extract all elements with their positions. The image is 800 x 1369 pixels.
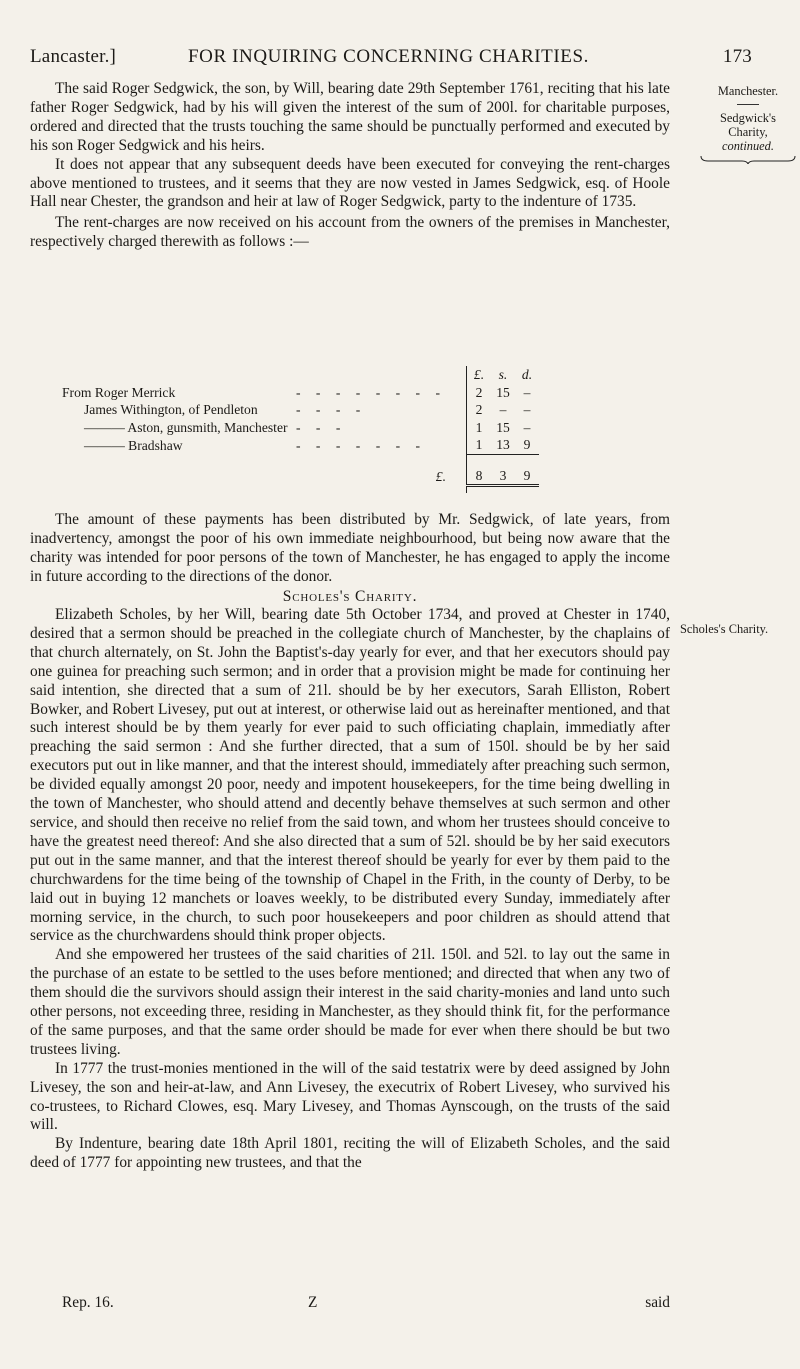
paragraph: The amount of these payments has been distributed by Mr. Sedgwick, of late years, from inadvertency, amongst the poor of his own immediate neighbourhood, but being now aware that the charity was intended for poor persons of the town of Manchester, he has engaged to apply the income in future according to the directions of the donor. — [30, 511, 670, 585]
margin-place: Manchester. — [717, 84, 779, 98]
table-row — [62, 419, 539, 437]
paragraph: It does not appear that any subsequent deeds have been executed for conveying the rent-charges above mentioned to trustees, and it seems that they are now vested in James Sedgwick, esq. of Hoole Hall near Chester, the grandson and heir at law of Roger Sedgwick, party to the indenture of 1735. — [30, 155, 670, 211]
body-text-bottom — [30, 606, 670, 1173]
page-number: 173 — [722, 46, 752, 67]
leader-dots: - - - - - - - — [296, 437, 427, 453]
county-label: Lancaster.] — [30, 46, 117, 67]
margin-rule — [737, 104, 759, 105]
margin-note-scholes: Scholes's Charity. — [680, 622, 769, 636]
shillings-value: 13 — [496, 437, 510, 452]
pence-value: – — [523, 419, 531, 435]
margin-note-sedgwick — [696, 84, 800, 167]
rent-charge-table — [62, 366, 539, 493]
pounds-value: 2 — [467, 401, 492, 419]
shillings-value: 15 — [496, 384, 510, 400]
total-pounds: 8 — [467, 454, 492, 486]
paragraph: The said Roger Sedgwick, the son, by Will, bearing date 29th September 1761, reciting that his late father Roger Sedgwick, had by his will given the interest of the sum of 200l. for charitable purposes, ordered and directed that the trusts touching the same should be punctually performed and executed by his son Roger Sedgwick and his heirs. — [30, 80, 670, 154]
pence-header: d. — [521, 367, 533, 382]
paragraph: And she empowered her trustees of the said charities of 21l. 150l. and 52l. to lay out the same in the purchase of an estate to be settled to the uses before mentioned; and directed that when any two of them should die the survivors should assign their interest in the said charity-monies and land unto such other persons, not exceeding three, residing in Manchester, as they should think fit, for the performance of the same purposes, and that the same order should be made for ever when there should be but two trustees living. — [30, 946, 670, 1058]
leader-dots: - - - — [296, 419, 347, 435]
leader-dots: - - - - - - - - — [296, 384, 447, 400]
body-text-mid — [30, 511, 670, 587]
pounds-header: £. — [467, 366, 492, 384]
margin-charity-line2: Charity, — [728, 125, 768, 139]
pounds-value: 1 — [467, 419, 492, 437]
pence-value: – — [523, 384, 531, 400]
paragraph: Elizabeth Scholes, by her Will, bearing date 5th October 1734, and proved at Chester in 1740, desired that a sermon should be preached in the collegiate church of Manchester, by the chaplains of that church alternately, on St. John the Baptist's-day yearly for ever, and that her executors should pay one guinea for preaching such sermon; and in order that a provision might be made for continuing her said intention, she directed that a sum of 21l. should be by her executors, Sarah Elliston, Robert Bowker, and Robert Livesey, put out at interest, or otherwise laid out as hereinafter mentioned, and that such interest should be by them yearly for ever paid to such officiating chaplain, immediatly after preaching the said sermon : And she further directed, that a sum of 150l. should be by her said executors put out in like manner, and that the interest should, immediately after preaching such sermon, be divided equally amongst 20 poor, needy and impotent housekeepers, for the time being dwelling in the town of Manchester, who should attend and decently behave themselves at such sermon and other service, and should then receive no relief from the said town, and whom her trustees should conceive to have the greatest need thereof: And she also directed that a sum of 52l. should be by her said executors put out in the same manner, and that the interest thereof should be yearly for ever by them paid to the churchwardens for the time being of the township of Chapel in the Frith, in the county of Derby, to be laid out in buying 12 manchets or loaves weekly, to be distributed every Sunday, immediately after morning service, in the church, to such poor housekeepers and poor children as should attend that service as the churchwardens should think proper objects. — [30, 606, 670, 945]
shillings-value: 15 — [496, 419, 510, 435]
table-header-row — [62, 366, 539, 384]
payer-name: ——— Aston, gunsmith, Manchester — [84, 419, 288, 435]
total-shillings: 3 — [491, 454, 515, 486]
leader-dots: - - - - — [296, 402, 367, 417]
margin-charity-line1: Sedgwick's — [720, 111, 776, 125]
signature-mark: Z — [308, 1294, 318, 1311]
pounds-value: 2 — [467, 384, 492, 402]
section-heading: Scholes's Charity. — [282, 588, 418, 605]
paragraph: By Indenture, bearing date 18th April 1801, reciting the will of Elizabeth Scholes, and the said deed of 1777 for appointing new trustees, and that the — [30, 1135, 670, 1172]
pence-value: 9 — [523, 437, 531, 452]
payer-name: James Withington, of Pendleton — [84, 402, 258, 417]
pence-value: – — [523, 402, 531, 417]
table-total-row — [62, 454, 539, 486]
total-double-rule — [62, 486, 539, 494]
table-row — [62, 384, 539, 402]
report-reference: Rep. 16. — [62, 1294, 114, 1311]
brace-icon — [700, 156, 796, 164]
paragraph: The rent-charges are now received on his account from the owners of the premises in Manchester, respectively charged therewith as follows :— — [30, 214, 670, 251]
shillings-value: – — [499, 402, 507, 417]
catchword: said — [645, 1294, 670, 1311]
page-title: FOR INQUIRING CONCERNING CHARITIES. — [188, 46, 589, 67]
paragraph: In 1777 the trust-monies mentioned in the will of the said testatrix were by deed assigned by John Livesey, the son and heir-at-law, and Ann Livesey, the executrix of Robert Livesey, who survived his co-trustees, to Richard Clowes, esq. Mary Livesey, and Thomas Aynscough, on the trusts of the said will. — [30, 1059, 670, 1134]
margin-charity-line3: continued. — [722, 139, 774, 153]
pounds-value: 1 — [467, 436, 492, 454]
total-pence: 9 — [515, 454, 539, 486]
body-text-top — [30, 80, 670, 252]
table-row — [62, 401, 539, 419]
payer-name: From Roger Merrick — [62, 384, 176, 400]
total-currency-label: £. — [435, 469, 446, 484]
table-row — [62, 436, 539, 454]
payer-name: ——— Bradshaw — [84, 437, 183, 453]
shillings-header: s. — [498, 367, 508, 382]
